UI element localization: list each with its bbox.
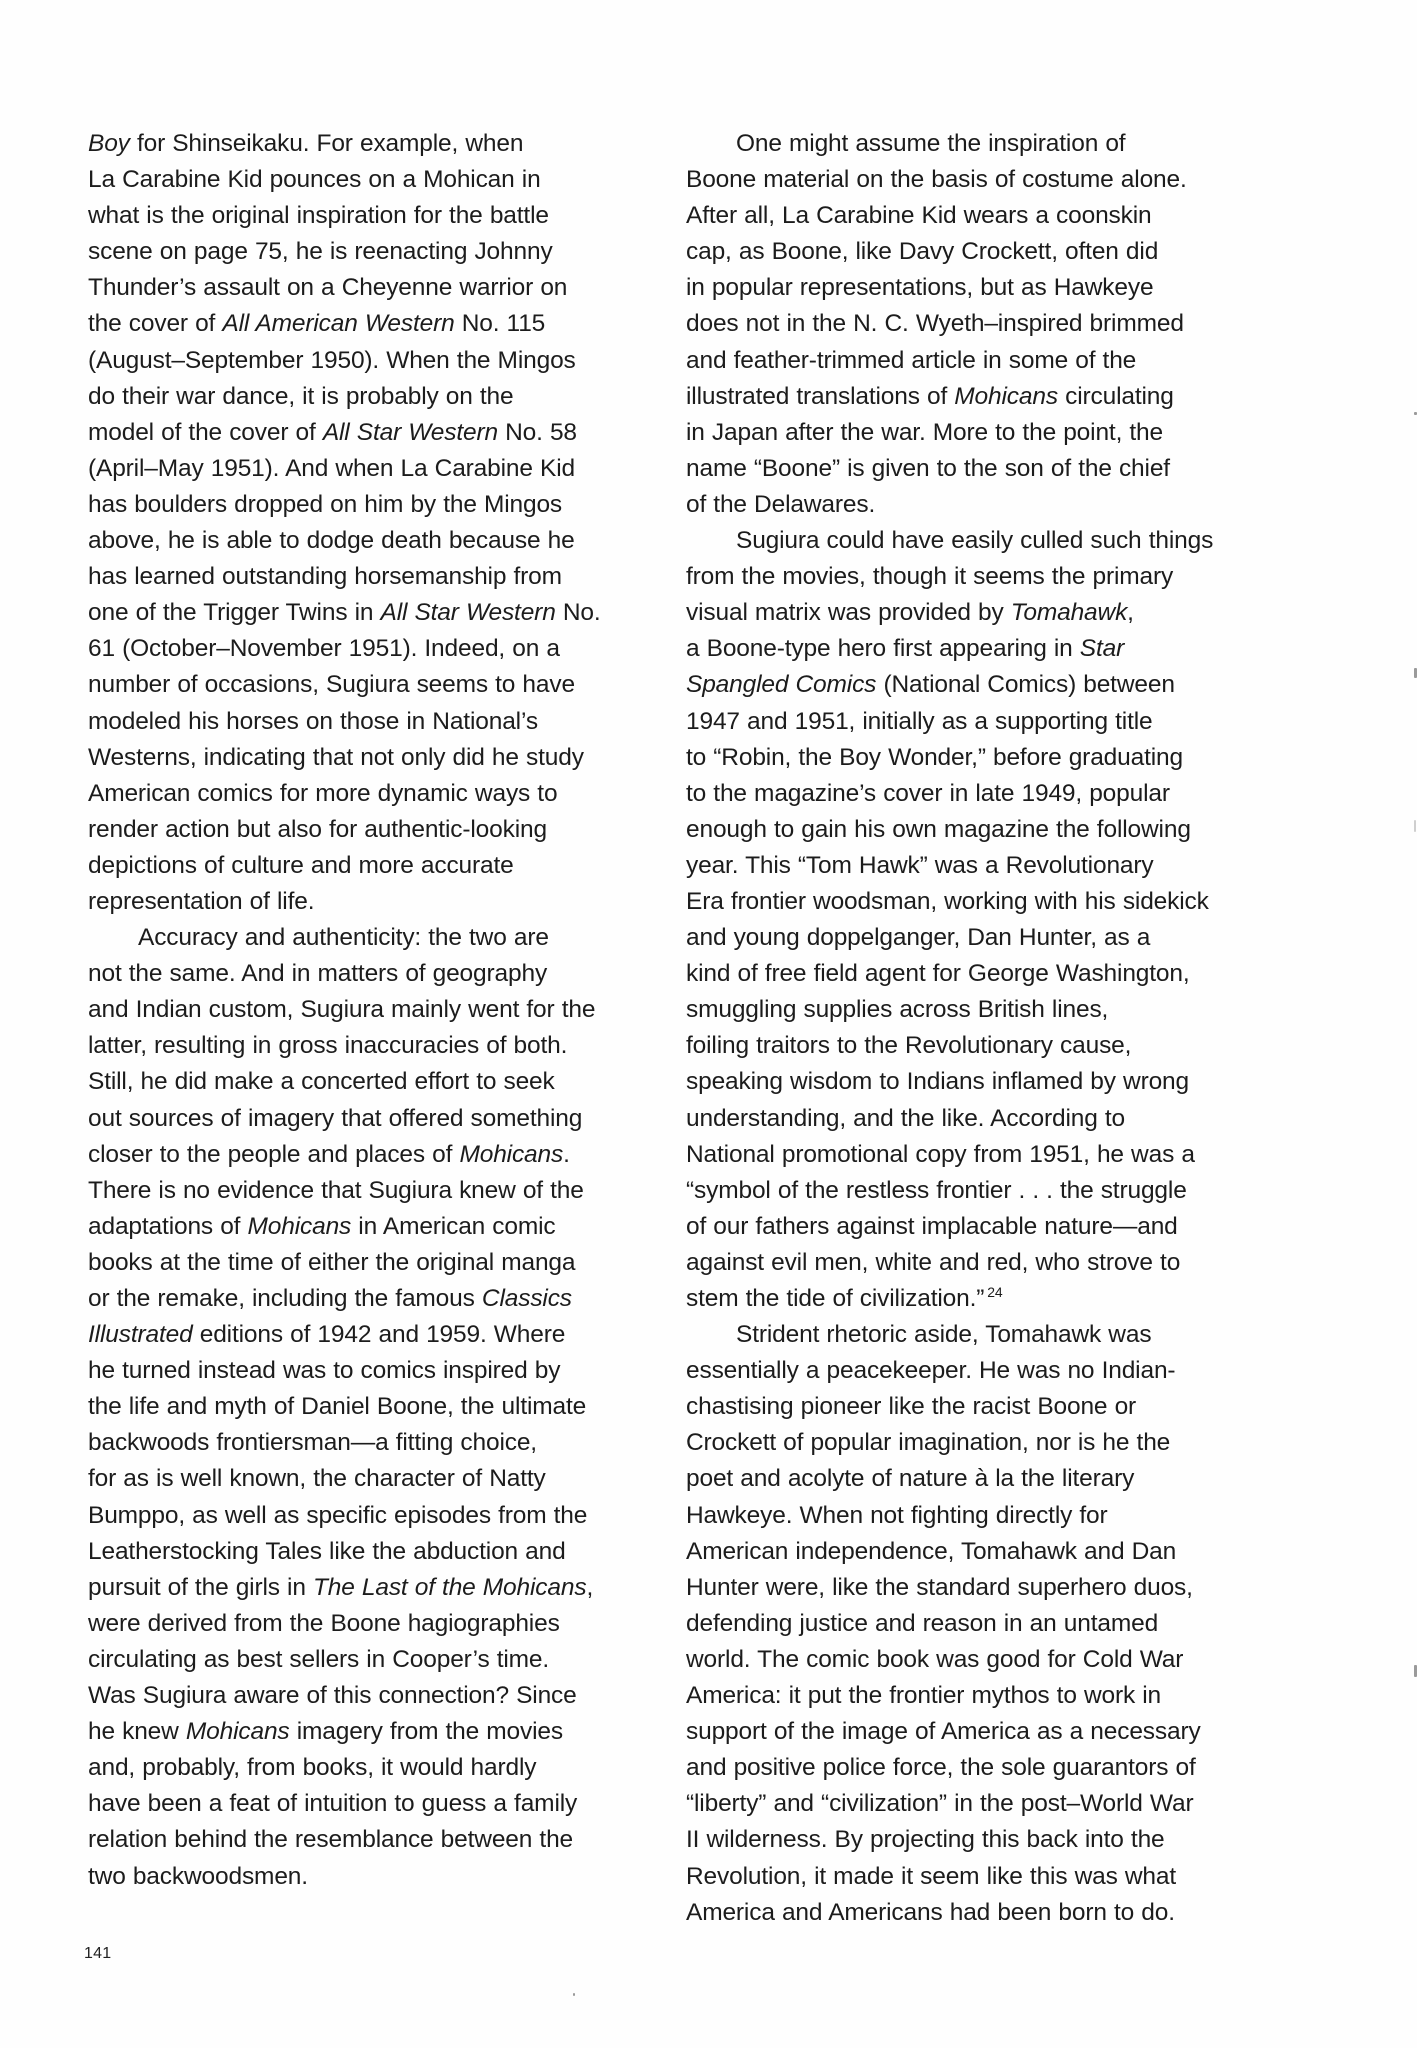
text-line <box>686 992 1286 1028</box>
text-line <box>686 956 1286 992</box>
text-run: Leatherstocking Tales like the abduction and <box>88 1537 566 1565</box>
text-run: II wilderness. By projecting this back into the <box>686 1826 1165 1854</box>
text-run: representation of life. <box>88 887 315 915</box>
text-run: does not in the N. C. Wyeth–inspired brimmed <box>686 310 1184 338</box>
text-run: defending justice and reason in an untamed <box>686 1609 1159 1637</box>
text-line <box>686 740 1286 776</box>
text-line <box>88 1859 688 1895</box>
text-line <box>88 1028 688 1064</box>
text-line <box>686 1859 1286 1895</box>
text-line <box>686 1353 1286 1389</box>
text-line <box>88 1317 688 1353</box>
italic-title: Illustrated <box>88 1321 193 1349</box>
text-run: 1947 and 1951, initially as a supporting title <box>686 707 1153 735</box>
text-line <box>686 776 1286 812</box>
text-line <box>88 451 688 487</box>
text-run: Hawkeye. When not fighting directly for <box>686 1501 1108 1529</box>
text-run: , <box>586 1573 594 1601</box>
text-run: books at the time of either the original manga <box>88 1248 576 1276</box>
text-run: Accuracy and authenticity: the two are <box>138 924 549 952</box>
text-run: above, he is able to dodge death because he <box>88 527 575 555</box>
text-line <box>88 884 688 920</box>
text-run: latter, resulting in gross inaccuracies of both. <box>88 1032 568 1060</box>
text-run: scene on page 75, he is reenacting Johnny <box>88 238 553 266</box>
text-line <box>88 162 688 198</box>
text-run: and, probably, from books, it would hardly <box>88 1754 537 1782</box>
text-run: closer to the people and places of <box>88 1140 460 1168</box>
text-line <box>88 1570 688 1606</box>
text-line <box>686 343 1286 379</box>
text-run: Was Sugiura aware of this connection? Since <box>88 1682 577 1710</box>
text-line <box>88 776 688 812</box>
text-run: circulating as best sellers in Cooper’s time. <box>88 1645 550 1673</box>
text-run: one of the Trigger Twins in <box>88 599 381 627</box>
text-run: chastising pioneer like the racist Boone or <box>686 1393 1137 1421</box>
text-run: from the movies, though it seems the primary <box>686 563 1174 591</box>
text-run: kind of free field agent for George Washington, <box>686 960 1190 988</box>
text-run: No. 58 <box>497 418 577 446</box>
text-line <box>686 451 1286 487</box>
text-line <box>686 415 1286 451</box>
text-line <box>88 1425 688 1461</box>
text-line <box>88 1101 688 1137</box>
text-line <box>686 1101 1286 1137</box>
text-line <box>686 523 1286 559</box>
italic-title: All Star Western <box>322 418 498 446</box>
scan-speck <box>573 1993 575 1996</box>
text-line <box>686 595 1286 631</box>
text-run: America: it put the frontier mythos to work in <box>686 1682 1162 1710</box>
text-line <box>88 523 688 559</box>
text-line <box>686 1714 1286 1750</box>
text-run: in Japan after the war. More to the point, the <box>686 418 1164 446</box>
text-run: modeled his horses on those in National’s <box>88 707 538 735</box>
text-line <box>88 1606 688 1642</box>
text-run: for as is well known, the character of Natty <box>88 1465 546 1493</box>
text-run: understanding, and the like. According to <box>686 1104 1126 1132</box>
text-line <box>686 1678 1286 1714</box>
text-line <box>88 740 688 776</box>
text-line <box>686 1245 1286 1281</box>
text-line <box>88 956 688 992</box>
text-run: Westerns, indicating that not only did he study <box>88 743 584 771</box>
text-run: he turned instead was to comics inspired by <box>88 1357 561 1385</box>
text-run: in popular representations, but as Hawkeye <box>686 274 1154 302</box>
text-line <box>88 126 688 162</box>
scan-speck <box>1414 820 1416 832</box>
text-line <box>88 1461 688 1497</box>
text-run: American comics for more dynamic ways to <box>88 779 558 807</box>
text-line <box>686 1425 1286 1461</box>
text-line <box>686 1895 1286 1931</box>
text-line <box>686 704 1286 740</box>
text-line <box>88 595 688 631</box>
text-run: Still, he did make a concerted effort to seek <box>88 1068 555 1096</box>
text-run: backwoods frontiersman—a fitting choice, <box>88 1429 537 1457</box>
text-run: Revolution, it made it seem like this was what <box>686 1862 1177 1890</box>
text-line <box>88 198 688 234</box>
text-run: or the remake, including the famous <box>88 1285 482 1312</box>
text-line <box>88 704 688 740</box>
text-run: , <box>1127 599 1134 627</box>
italic-title: Spangled Comics <box>686 671 877 699</box>
text-run: he knew <box>88 1718 186 1746</box>
text-run: depictions of culture and more accurate <box>88 851 514 879</box>
text-run: Sugiura could have easily culled such things <box>736 527 1214 555</box>
text-run: two backwoodsmen. <box>88 1862 308 1890</box>
text-line <box>88 1173 688 1209</box>
text-run: circulating <box>1057 382 1174 410</box>
text-line <box>686 1389 1286 1425</box>
text-line <box>686 1281 1286 1317</box>
text-run: year. This “Tom Hawk” was a Revolutionary <box>686 851 1154 879</box>
text-run: Strident rhetoric aside, Tomahawk was <box>736 1321 1152 1349</box>
text-run: No. <box>555 599 601 627</box>
text-line <box>88 1137 688 1173</box>
text-line <box>686 1498 1286 1534</box>
text-run: name “Boone” is given to the son of the chief <box>686 454 1170 482</box>
text-run: support of the image of America as a necessary <box>686 1718 1201 1746</box>
text-line <box>686 379 1286 415</box>
text-run: and Indian custom, Sugiura mainly went for the <box>88 996 596 1024</box>
text-run: (April–May 1951). And when La Carabine Kid <box>88 454 575 482</box>
text-run: After all, La Carabine Kid wears a coonskin <box>686 202 1152 230</box>
italic-title: All American Western <box>222 310 455 338</box>
text-line <box>686 1606 1286 1642</box>
text-run: “liberty” and “civilization” in the post–World War <box>686 1790 1194 1818</box>
text-run: against evil men, white and red, who strove to <box>686 1248 1181 1276</box>
text-line <box>88 1822 688 1858</box>
text-line <box>686 631 1286 667</box>
text-run: America and Americans had been born to do. <box>686 1898 1175 1926</box>
text-line <box>686 1642 1286 1678</box>
text-line <box>88 1353 688 1389</box>
text-run: (August–September 1950). When the Mingos <box>88 346 576 374</box>
text-run: No. 115 <box>454 310 546 338</box>
text-run: have been a feat of intuition to guess a family <box>88 1790 578 1818</box>
text-run: editions of 1942 and 1959. Where <box>192 1321 566 1349</box>
text-line <box>88 1281 688 1317</box>
text-line <box>88 992 688 1028</box>
text-line <box>88 306 688 342</box>
text-line <box>686 812 1286 848</box>
italic-title: Mohicans <box>459 1140 564 1168</box>
text-run: imagery from the movies <box>289 1718 563 1746</box>
text-line <box>88 1389 688 1425</box>
text-line <box>88 1642 688 1678</box>
text-line <box>686 1570 1286 1606</box>
text-line <box>686 1786 1286 1822</box>
text-line <box>686 306 1286 342</box>
text-line <box>88 667 688 703</box>
text-line <box>88 631 688 667</box>
italic-title: The Last of the Mohicans <box>312 1573 587 1601</box>
italic-title: Mohicans <box>247 1212 352 1240</box>
left-text-column <box>88 126 688 1895</box>
text-run: world. The comic book was good for Cold War <box>686 1645 1184 1673</box>
text-run: for Shinseikaku. For example, when <box>129 130 524 157</box>
text-run: relation behind the resemblance between the <box>88 1826 574 1854</box>
text-line <box>88 848 688 884</box>
text-run: of our fathers against implacable nature—and <box>686 1212 1178 1240</box>
text-line <box>686 234 1286 270</box>
text-run: out sources of imagery that offered something <box>88 1104 583 1132</box>
text-run: . <box>563 1140 570 1168</box>
text-run: Bumppo, as well as specific episodes from the <box>88 1501 588 1529</box>
italic-title: Classics <box>481 1285 572 1312</box>
text-line <box>88 1534 688 1570</box>
text-line <box>686 198 1286 234</box>
text-line <box>88 415 688 451</box>
italic-title: Mohicans <box>185 1718 290 1746</box>
text-line <box>686 1028 1286 1064</box>
text-run: a Boone-type hero first appearing in <box>686 635 1080 663</box>
text-run: to “Robin, the Boy Wonder,” before graduating <box>686 743 1183 771</box>
text-run: foiling traitors to the Revolutionary cause, <box>686 1032 1132 1060</box>
text-run: National promotional copy from 1951, he was a <box>686 1140 1195 1168</box>
text-run: the cover of <box>88 310 223 338</box>
text-line <box>88 812 688 848</box>
text-run: in American comic <box>351 1212 556 1240</box>
text-run: essentially a peacekeeper. He was no Indian- <box>686 1357 1176 1385</box>
right-text-column <box>686 126 1286 1931</box>
text-run: There is no evidence that Sugiura knew of the <box>88 1176 584 1204</box>
text-run: model of the cover of <box>88 418 323 446</box>
text-line <box>686 126 1286 162</box>
text-line <box>686 920 1286 956</box>
text-line <box>686 1822 1286 1858</box>
italic-title: Star <box>1079 635 1125 663</box>
text-run: of the Delawares. <box>686 490 876 518</box>
text-run: enough to gain his own magazine the following <box>686 815 1191 843</box>
text-line <box>88 1209 688 1245</box>
text-run: the life and myth of Daniel Boone, the ultimate <box>88 1393 587 1421</box>
text-line <box>686 1750 1286 1786</box>
text-run: stem the tide of civilization.” <box>686 1285 985 1312</box>
text-run: do their war dance, it is probably on the <box>88 382 514 410</box>
text-line <box>88 234 688 270</box>
text-line <box>686 270 1286 306</box>
text-run: has boulders dropped on him by the Mingos <box>88 490 563 518</box>
text-line <box>88 920 688 956</box>
text-line <box>686 1173 1286 1209</box>
text-line <box>686 162 1286 198</box>
text-run: number of occasions, Sugiura seems to have <box>88 671 575 699</box>
text-line <box>686 1064 1286 1100</box>
text-line <box>686 1137 1286 1173</box>
text-line <box>686 487 1286 523</box>
text-line <box>88 1245 688 1281</box>
text-run: to the magazine’s cover in late 1949, popular <box>686 779 1170 807</box>
text-line <box>88 1064 688 1100</box>
text-line <box>88 559 688 595</box>
text-line <box>686 1209 1286 1245</box>
text-run: pursuit of the girls in <box>88 1573 313 1601</box>
text-run: has learned outstanding horsemanship from <box>88 563 562 591</box>
text-run: render action but also for authentic-looking <box>88 815 547 843</box>
text-line <box>88 1498 688 1534</box>
text-run: La Carabine Kid pounces on a Mohican in <box>88 166 541 194</box>
footnote-reference: 24 <box>987 1284 1003 1300</box>
italic-title: Boy <box>88 130 130 157</box>
page-number: 141 <box>84 1945 112 1962</box>
text-run: Hunter were, like the standard superhero duos, <box>686 1573 1193 1601</box>
text-run: One might assume the inspiration of <box>736 130 1126 157</box>
text-run: poet and acolyte of nature à la the literary <box>686 1465 1135 1493</box>
text-line <box>686 1534 1286 1570</box>
text-line <box>686 848 1286 884</box>
text-line <box>88 1678 688 1714</box>
text-line <box>686 1317 1286 1353</box>
text-line <box>88 379 688 415</box>
italic-title: Tomahawk <box>1010 599 1128 627</box>
text-run: “symbol of the restless frontier . . . the struggle <box>686 1176 1187 1204</box>
text-run: speaking wisdom to Indians inflamed by wrong <box>686 1068 1190 1096</box>
text-run: and feather-trimmed article in some of the <box>686 346 1137 374</box>
italic-title: Mohicans <box>954 382 1058 410</box>
text-run: what is the original inspiration for the battle <box>88 202 549 230</box>
text-line <box>88 270 688 306</box>
text-line <box>88 487 688 523</box>
text-line <box>88 1750 688 1786</box>
text-run: 61 (October–November 1951). Indeed, on a <box>88 635 560 663</box>
text-line <box>88 1786 688 1822</box>
text-run: and young doppelganger, Dan Hunter, as a <box>686 924 1151 952</box>
text-run: and positive police force, the sole guarantors of <box>686 1754 1196 1782</box>
text-run: (National Comics) between <box>876 671 1175 699</box>
text-run: cap, as Boone, like Davy Crockett, often did <box>686 238 1159 266</box>
italic-title: All Star Western <box>380 599 556 627</box>
text-run: illustrated translations of <box>686 382 955 410</box>
text-line <box>686 667 1286 703</box>
text-line <box>686 1461 1286 1497</box>
text-run: were derived from the Boone hagiographies <box>88 1609 560 1637</box>
text-run: Thunder’s assault on a Cheyenne warrior on <box>88 274 568 302</box>
text-run: Boone material on the basis of costume alone. <box>686 166 1187 194</box>
text-line <box>686 559 1286 595</box>
text-line <box>88 1714 688 1750</box>
text-run: Crockett of popular imagination, nor is he the <box>686 1429 1171 1457</box>
text-run: not the same. And in matters of geography <box>88 960 548 988</box>
text-run: American independence, Tomahawk and Dan <box>686 1537 1177 1565</box>
text-run: visual matrix was provided by <box>686 599 1011 627</box>
text-run: adaptations of <box>88 1212 248 1240</box>
text-run: smuggling supplies across British lines, <box>686 996 1109 1024</box>
text-line <box>686 884 1286 920</box>
text-run: Era frontier woodsman, working with his sidekick <box>686 887 1209 915</box>
text-line <box>88 343 688 379</box>
